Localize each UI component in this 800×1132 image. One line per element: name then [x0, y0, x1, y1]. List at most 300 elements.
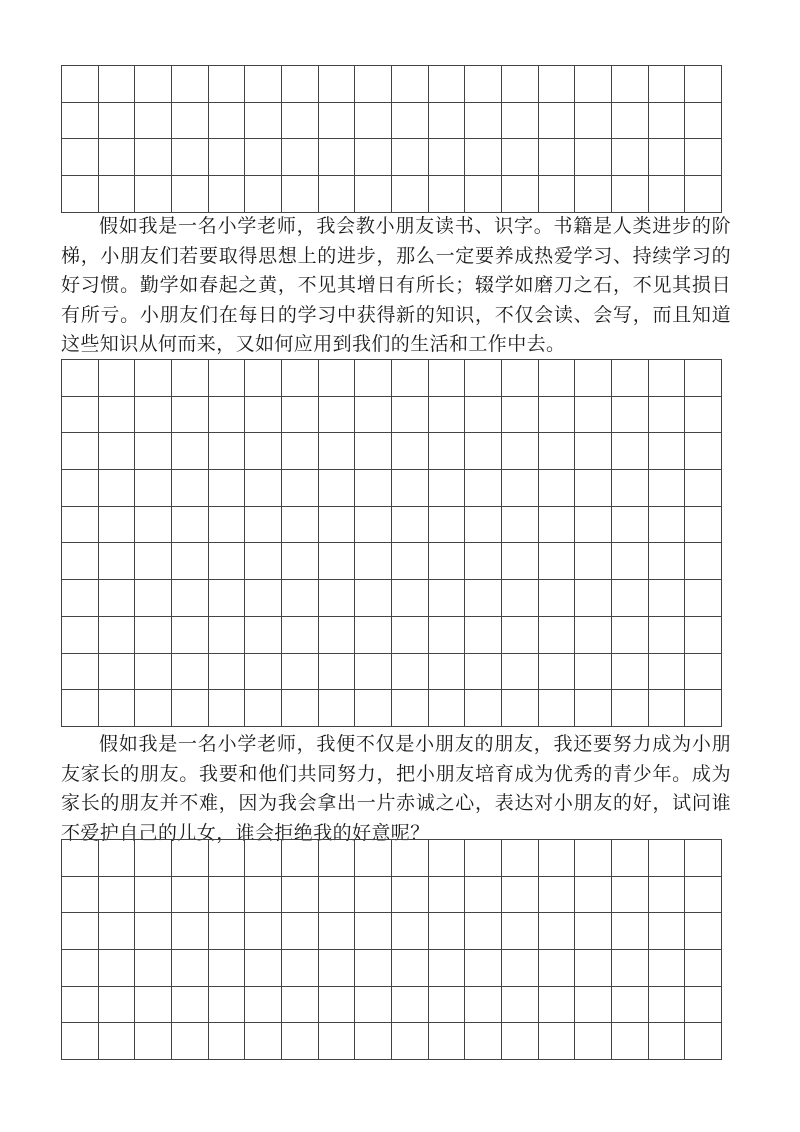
grid-cell — [135, 103, 172, 140]
grid-cell — [649, 877, 686, 914]
grid-cell — [172, 840, 209, 877]
grid-cell — [62, 987, 99, 1024]
grid-cell — [209, 360, 246, 397]
grid-cell — [465, 470, 502, 507]
grid-cell — [465, 1023, 502, 1060]
grid-cell — [575, 690, 612, 727]
grid-cell — [319, 139, 356, 176]
grid-cell — [392, 987, 429, 1024]
grid-cell — [282, 543, 319, 580]
grid-cell — [575, 580, 612, 617]
grid-cell — [355, 913, 392, 950]
grid-cell — [209, 987, 246, 1024]
grid-cell — [612, 617, 649, 654]
grid-cell — [172, 913, 209, 950]
grid-cell — [319, 840, 356, 877]
grid-cell — [282, 103, 319, 140]
grid-cell — [685, 877, 722, 914]
grid-cell — [685, 690, 722, 727]
grid-cell — [355, 176, 392, 213]
grid-cell — [502, 360, 539, 397]
grid-cell — [209, 176, 246, 213]
grid-cell — [612, 397, 649, 434]
grid-cell — [99, 470, 136, 507]
grid-cell — [62, 433, 99, 470]
grid-cell — [282, 654, 319, 691]
grid-cell — [649, 507, 686, 544]
grid-cell — [575, 397, 612, 434]
grid-cell — [135, 840, 172, 877]
grid-cell — [612, 950, 649, 987]
grid-cell — [612, 360, 649, 397]
grid-cell — [465, 543, 502, 580]
grid-cell — [245, 66, 282, 103]
grid-cell — [575, 950, 612, 987]
grid-cell — [392, 470, 429, 507]
grid-cell — [172, 66, 209, 103]
grid-cell — [99, 840, 136, 877]
grid-cell — [612, 580, 649, 617]
grid-cell — [685, 470, 722, 507]
grid-cell — [172, 617, 209, 654]
grid-cell — [99, 1023, 136, 1060]
grid-cell — [172, 1023, 209, 1060]
grid-cell — [355, 690, 392, 727]
grid-cell — [62, 877, 99, 914]
grid-cell — [355, 397, 392, 434]
grid-cell — [209, 139, 246, 176]
grid-cell — [502, 66, 539, 103]
grid-cell — [245, 543, 282, 580]
grid-cell — [135, 507, 172, 544]
grid-cell — [245, 507, 282, 544]
grid-cell — [99, 139, 136, 176]
grid-cell — [429, 433, 466, 470]
grid-cell — [135, 176, 172, 213]
grid-cell — [209, 66, 246, 103]
grid-cell — [539, 507, 576, 544]
grid-cell — [319, 913, 356, 950]
grid-cell — [282, 617, 319, 654]
grid-cell — [685, 176, 722, 213]
grid-cell — [245, 877, 282, 914]
grid-cell — [612, 139, 649, 176]
grid-cell — [319, 360, 356, 397]
grid-cell — [429, 580, 466, 617]
grid-cell — [392, 176, 429, 213]
grid-cell — [392, 139, 429, 176]
grid-cell — [209, 433, 246, 470]
grid-cell — [465, 913, 502, 950]
grid-cell — [209, 397, 246, 434]
grid-cell — [319, 617, 356, 654]
grid-cell — [209, 877, 246, 914]
grid-cell — [649, 840, 686, 877]
grid-cell — [685, 433, 722, 470]
grid-cell — [539, 690, 576, 727]
grid-cell — [465, 139, 502, 176]
grid-cell — [465, 507, 502, 544]
grid-cell — [62, 507, 99, 544]
grid-cell — [282, 139, 319, 176]
grid-cell — [99, 397, 136, 434]
grid-cell — [429, 1023, 466, 1060]
grid-cell — [392, 950, 429, 987]
grid-cell — [355, 654, 392, 691]
grid-cell — [319, 103, 356, 140]
grid-cell — [575, 617, 612, 654]
grid-cell — [135, 470, 172, 507]
grid-cell — [392, 66, 429, 103]
grid-cell — [502, 617, 539, 654]
grid-cell — [282, 950, 319, 987]
grid-cell — [282, 176, 319, 213]
grid-cell — [465, 66, 502, 103]
grid-cell — [539, 433, 576, 470]
grid-cell — [172, 543, 209, 580]
grid-cell — [465, 103, 502, 140]
grid-cell — [282, 433, 319, 470]
grid-cell — [245, 470, 282, 507]
grid-cell — [355, 950, 392, 987]
grid-cell — [539, 66, 576, 103]
grid-cell — [649, 690, 686, 727]
grid-cell — [135, 397, 172, 434]
grid-cell — [99, 987, 136, 1024]
grid-cell — [62, 139, 99, 176]
grid-cell — [245, 840, 282, 877]
grid-cell — [282, 913, 319, 950]
grid-cell — [135, 66, 172, 103]
grid-cell — [319, 987, 356, 1024]
grid-cell — [612, 543, 649, 580]
grid-cell — [209, 580, 246, 617]
grid-cell — [649, 580, 686, 617]
grid-cell — [502, 580, 539, 617]
grid-cell — [355, 66, 392, 103]
grid-cell — [502, 176, 539, 213]
grid-cell — [282, 1023, 319, 1060]
essay-paragraph-2: 假如我是一名小学老师，我便不仅是小朋友的朋友，我还要努力成为小朋友家长的朋友。我要和他们共同努力，把小朋友培育成为优秀的青少年。成为家长的朋友并不难，因为我会拿出一片赤诚之心，表达对小朋友的好，试问谁不爱护自己的儿女，谁会拒绝我的好意呢？ — [61, 733, 731, 844]
grid-cell — [429, 690, 466, 727]
grid-cell — [245, 690, 282, 727]
grid-cell — [575, 176, 612, 213]
grid-cell — [539, 103, 576, 140]
grid-cell — [465, 654, 502, 691]
grid-cell — [685, 1023, 722, 1060]
grid-cell — [135, 543, 172, 580]
grid-cell — [649, 543, 686, 580]
grid-cell — [502, 840, 539, 877]
grid-cell — [429, 139, 466, 176]
grid-cell — [649, 1023, 686, 1060]
grid-cell — [649, 139, 686, 176]
grid-cell — [245, 176, 282, 213]
grid-cell — [355, 103, 392, 140]
grid-cell — [429, 617, 466, 654]
grid-cell — [612, 877, 649, 914]
grid-cell — [355, 1023, 392, 1060]
grid-cell — [429, 840, 466, 877]
grid-cell — [575, 433, 612, 470]
grid-cell — [575, 103, 612, 140]
grid-cell — [355, 617, 392, 654]
grid-cell — [355, 360, 392, 397]
grid-cell — [172, 176, 209, 213]
grid-cell — [649, 950, 686, 987]
grid-cell — [575, 543, 612, 580]
grid-cell — [392, 103, 429, 140]
grid-cell — [539, 360, 576, 397]
writing-grid-3 — [61, 839, 722, 1060]
grid-cell — [392, 617, 429, 654]
grid-cell — [282, 507, 319, 544]
grid-cell — [135, 580, 172, 617]
grid-cell — [99, 913, 136, 950]
grid-cell — [502, 139, 539, 176]
grid-cell — [685, 543, 722, 580]
grid-cell — [319, 690, 356, 727]
grid-cell — [245, 654, 282, 691]
grid-cell — [355, 840, 392, 877]
grid-cell — [685, 617, 722, 654]
grid-cell — [245, 617, 282, 654]
grid-cell — [209, 950, 246, 987]
grid-cell — [282, 690, 319, 727]
grid-cell — [612, 987, 649, 1024]
grid-cell — [245, 139, 282, 176]
grid-cell — [575, 987, 612, 1024]
grid-cell — [282, 470, 319, 507]
writing-grid-1 — [61, 65, 722, 213]
grid-cell — [685, 66, 722, 103]
grid-cell — [245, 1023, 282, 1060]
grid-cell — [62, 690, 99, 727]
grid-cell — [209, 617, 246, 654]
grid-cell — [135, 690, 172, 727]
grid-cell — [99, 66, 136, 103]
grid-cell — [575, 654, 612, 691]
grid-cell — [575, 877, 612, 914]
grid-cell — [685, 360, 722, 397]
grid-cell — [649, 360, 686, 397]
grid-cell — [612, 103, 649, 140]
grid-cell — [539, 397, 576, 434]
grid-cell — [99, 654, 136, 691]
grid-cell — [685, 913, 722, 950]
grid-cell — [62, 617, 99, 654]
grid-cell — [502, 877, 539, 914]
grid-cell — [502, 103, 539, 140]
grid-cell — [99, 690, 136, 727]
grid-cell — [429, 654, 466, 691]
grid-cell — [172, 433, 209, 470]
grid-cell — [62, 654, 99, 691]
grid-cell — [649, 66, 686, 103]
grid-cell — [392, 397, 429, 434]
grid-cell — [465, 877, 502, 914]
grid-cell — [685, 507, 722, 544]
grid-cell — [429, 176, 466, 213]
grid-cell — [502, 654, 539, 691]
grid-cell — [539, 913, 576, 950]
grid-cell — [245, 397, 282, 434]
grid-cell — [429, 987, 466, 1024]
grid-cell — [319, 66, 356, 103]
grid-cell — [62, 580, 99, 617]
grid-cell — [135, 877, 172, 914]
grid-cell — [539, 470, 576, 507]
grid-cell — [209, 654, 246, 691]
grid-cell — [539, 580, 576, 617]
grid-cell — [62, 397, 99, 434]
grid-cell — [245, 103, 282, 140]
grid-cell — [172, 580, 209, 617]
grid-cell — [62, 360, 99, 397]
grid-cell — [282, 877, 319, 914]
grid-cell — [465, 690, 502, 727]
grid-cell — [539, 1023, 576, 1060]
grid-cell — [282, 360, 319, 397]
grid-cell — [135, 360, 172, 397]
grid-cell — [575, 470, 612, 507]
grid-cell — [429, 66, 466, 103]
grid-cell — [282, 66, 319, 103]
grid-cell — [392, 654, 429, 691]
grid-cell — [539, 654, 576, 691]
grid-cell — [172, 103, 209, 140]
grid-cell — [209, 543, 246, 580]
grid-cell — [429, 507, 466, 544]
grid-cell — [245, 360, 282, 397]
grid-cell — [319, 397, 356, 434]
grid-cell — [429, 913, 466, 950]
grid-cell — [502, 397, 539, 434]
grid-cell — [99, 176, 136, 213]
grid-cell — [135, 617, 172, 654]
grid-cell — [539, 950, 576, 987]
grid-cell — [685, 139, 722, 176]
grid-cell — [612, 654, 649, 691]
grid-cell — [429, 360, 466, 397]
grid-cell — [282, 397, 319, 434]
grid-cell — [502, 543, 539, 580]
grid-cell — [502, 1023, 539, 1060]
grid-cell — [355, 580, 392, 617]
grid-cell — [539, 617, 576, 654]
grid-cell — [99, 543, 136, 580]
grid-cell — [575, 913, 612, 950]
grid-cell — [575, 840, 612, 877]
grid-cell — [612, 176, 649, 213]
writing-grid-2 — [61, 359, 722, 727]
grid-cell — [649, 913, 686, 950]
grid-cell — [465, 433, 502, 470]
grid-cell — [245, 580, 282, 617]
grid-cell — [429, 470, 466, 507]
grid-cell — [209, 470, 246, 507]
grid-cell — [172, 950, 209, 987]
grid-cell — [392, 360, 429, 397]
grid-cell — [612, 470, 649, 507]
grid-cell — [539, 139, 576, 176]
grid-cell — [392, 580, 429, 617]
grid-cell — [465, 176, 502, 213]
grid-cell — [429, 950, 466, 987]
grid-cell — [172, 397, 209, 434]
grid-cell — [355, 543, 392, 580]
grid-cell — [99, 617, 136, 654]
grid-cell — [99, 507, 136, 544]
grid-cell — [502, 950, 539, 987]
grid-cell — [502, 507, 539, 544]
grid-cell — [685, 987, 722, 1024]
grid-cell — [502, 913, 539, 950]
grid-cell — [99, 103, 136, 140]
grid-cell — [245, 950, 282, 987]
grid-cell — [355, 507, 392, 544]
grid-cell — [612, 840, 649, 877]
grid-cell — [465, 397, 502, 434]
grid-cell — [62, 840, 99, 877]
grid-cell — [649, 987, 686, 1024]
grid-cell — [502, 433, 539, 470]
grid-cell — [319, 176, 356, 213]
grid-cell — [685, 950, 722, 987]
grid-cell — [612, 690, 649, 727]
grid-cell — [135, 950, 172, 987]
grid-cell — [99, 433, 136, 470]
grid-cell — [319, 877, 356, 914]
grid-cell — [575, 1023, 612, 1060]
grid-cell — [502, 470, 539, 507]
grid-cell — [649, 103, 686, 140]
grid-cell — [685, 840, 722, 877]
grid-cell — [62, 103, 99, 140]
grid-cell — [62, 176, 99, 213]
grid-cell — [392, 913, 429, 950]
grid-cell — [355, 987, 392, 1024]
grid-cell — [575, 507, 612, 544]
grid-cell — [685, 580, 722, 617]
grid-cell — [465, 950, 502, 987]
grid-cell — [62, 66, 99, 103]
grid-cell — [685, 654, 722, 691]
grid-cell — [612, 433, 649, 470]
grid-cell — [99, 580, 136, 617]
grid-cell — [355, 433, 392, 470]
grid-cell — [62, 543, 99, 580]
grid-cell — [429, 877, 466, 914]
grid-cell — [319, 507, 356, 544]
grid-cell — [319, 580, 356, 617]
grid-cell — [649, 433, 686, 470]
grid-cell — [612, 1023, 649, 1060]
grid-cell — [319, 950, 356, 987]
grid-cell — [172, 507, 209, 544]
grid-cell — [172, 654, 209, 691]
grid-cell — [392, 507, 429, 544]
grid-cell — [209, 690, 246, 727]
grid-cell — [502, 690, 539, 727]
grid-cell — [392, 690, 429, 727]
grid-cell — [649, 654, 686, 691]
grid-cell — [649, 397, 686, 434]
grid-cell — [539, 877, 576, 914]
grid-cell — [62, 470, 99, 507]
grid-cell — [392, 1023, 429, 1060]
grid-cell — [649, 617, 686, 654]
